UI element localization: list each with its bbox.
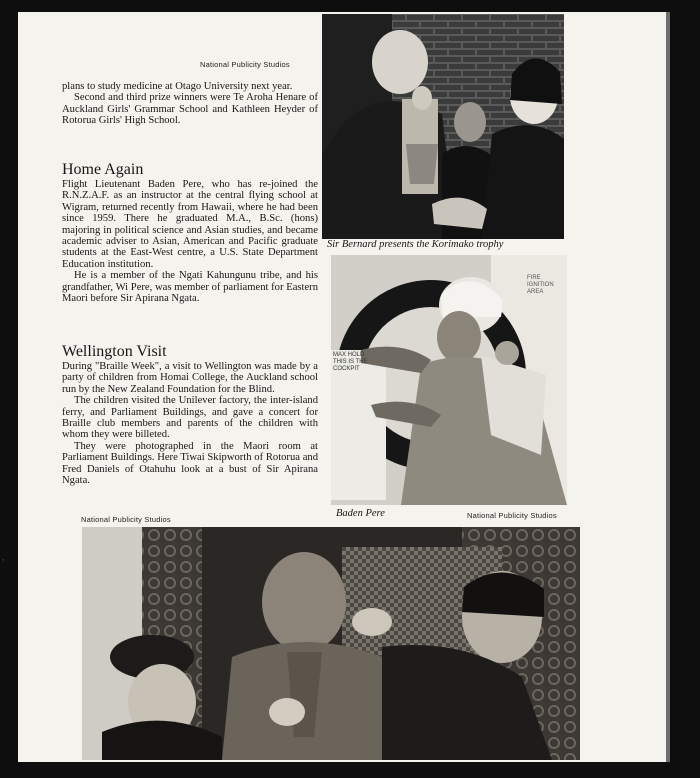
caption-pilot: Baden Pere	[336, 508, 385, 519]
home-again-paragraph-2: He is a member of the Ngati Kahungunu tribe, and his grandfather, Wi Pere, was member of parliament for Eastern Maori before Sir Apirana Ngata.	[62, 270, 318, 305]
home-again-paragraph-1: Flight Lieutenant Baden Pere, who has re-joined the R.N.Z.A.F. as an instructor at the central flying school at Wigram, returned recently from Hawaii, where he had been since 1959. There he graduated M.A., B.Sc. (hons) majoring in political science and Asian studies, and became academic adviser to Asian, American and Pacific graduate students at the East-West centre, a U.S. State Department Education institution.	[62, 179, 318, 270]
heading-wellington-visit: Wellington Visit	[62, 343, 167, 360]
article-column-intro	[62, 81, 318, 127]
margin-mark: ,	[2, 552, 5, 563]
intro-paragraph-1: plans to study medicine at Otago University next year.	[62, 81, 293, 92]
wellington-paragraph-1: During "Braille Week", a visit to Wellington was made by a party of children from Homai College, the Auckland school run by the New Zealand Foundation for the Blind.	[62, 361, 318, 395]
wellington-paragraph-2: The children visited the Unilever factory, the inter-island ferry, and Parliament Buildings, and gave a concert for Braille club members and parents of the children with whom they were billeted.	[62, 395, 318, 441]
photo-credit-right: National Publicity Studios	[467, 511, 557, 520]
intro-paragraph-2: Second and third prize winners were Te Aroha Henare of Auckland Girls' Grammar School and Kathleen Heyder of Rotorua Girls' High School.	[62, 92, 318, 127]
article-home-again	[62, 161, 318, 304]
caption-trophy: Sir Bernard presents the Korimako trophy	[327, 239, 504, 250]
heading-home-again: Home Again	[62, 161, 144, 178]
photo-credit-left: National Publicity Studios	[81, 515, 171, 524]
photo-panel-text: MAX HOLD THIS IS THE COCKPIT	[333, 352, 368, 372]
photo-sign-text: FIRE IGNITION AREA	[527, 275, 554, 295]
article-wellington-visit	[62, 343, 318, 486]
page-edge	[666, 12, 670, 762]
photo-trophy-presentation	[322, 14, 564, 239]
wellington-paragraph-3: They were photographed in the Maori room at Parliament Buildings. Here Tiwai Skipworth of Rotorua and Fred Daniels of Otahuhu look at a bust of Sir Apirana Ngata.	[62, 440, 318, 487]
photo-credit-top: National Publicity Studios	[200, 60, 290, 69]
photo-children-bust	[82, 527, 580, 760]
photo-baden-pere	[331, 255, 567, 505]
